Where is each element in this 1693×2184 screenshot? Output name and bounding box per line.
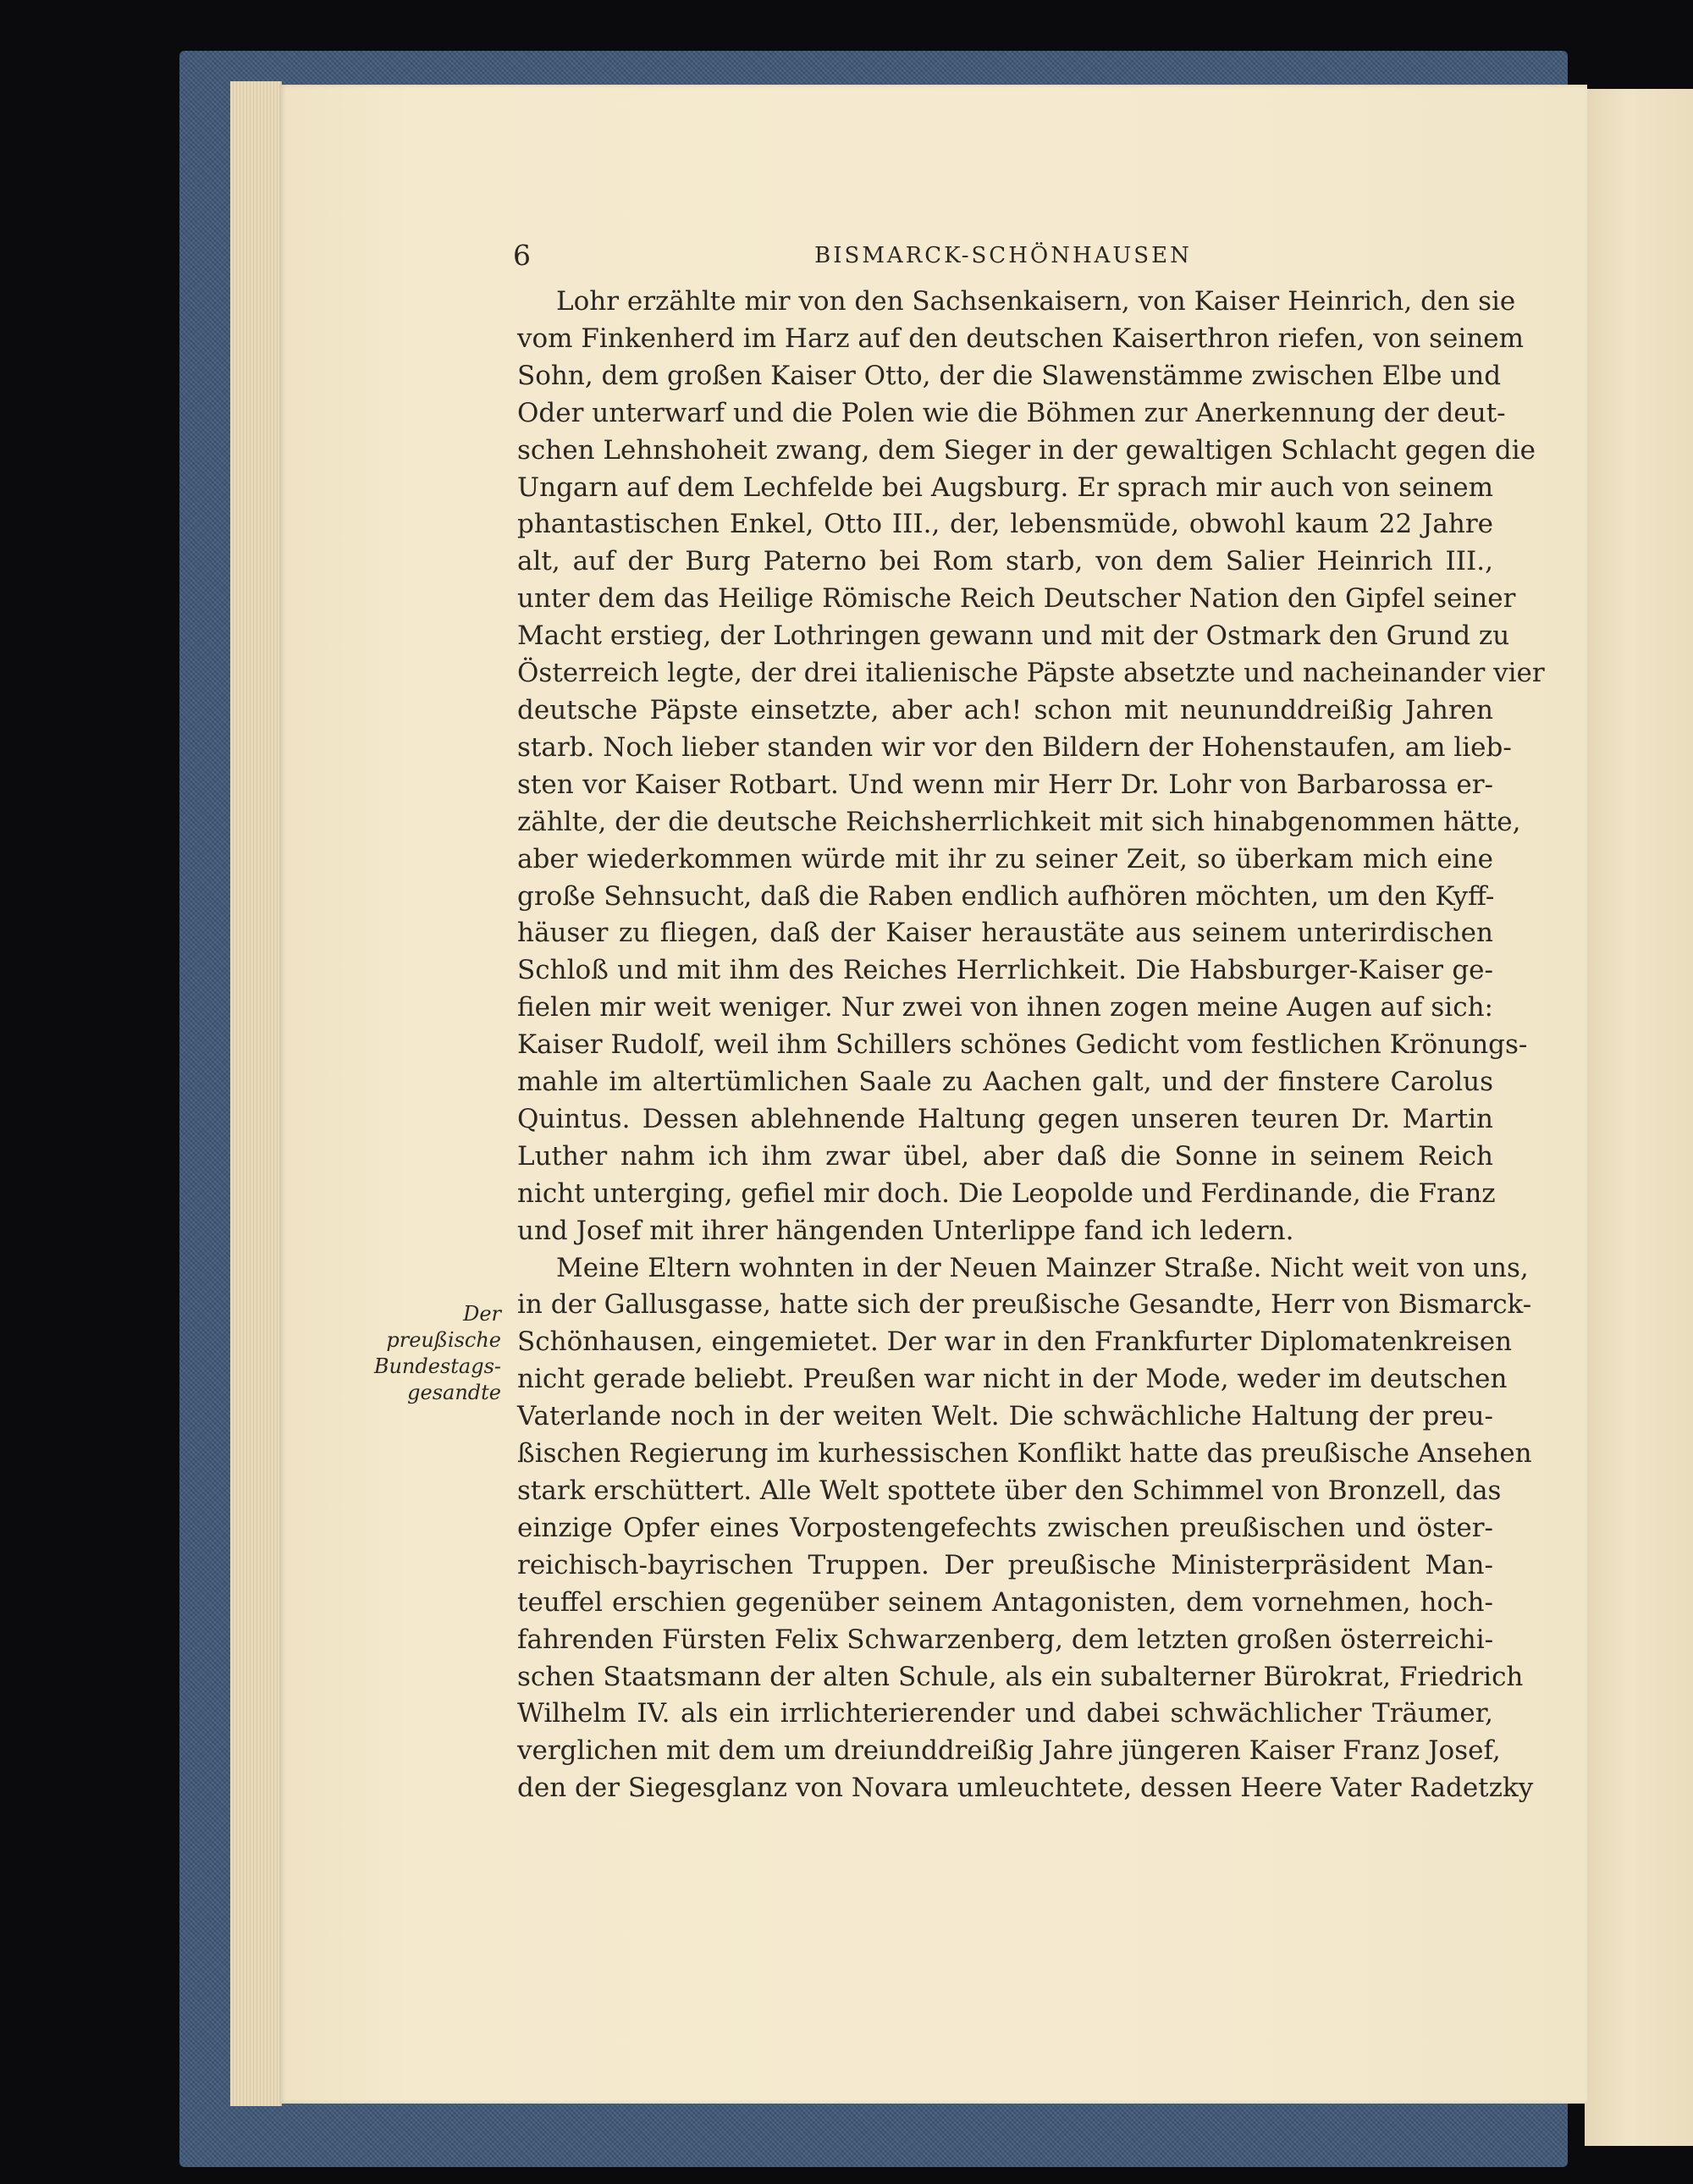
text-line: starb. Noch lieber standen wir vor den Bildern der Hohenstaufen, am lieb- [517, 731, 1512, 763]
margin-note-line: Bundestags- [373, 1354, 501, 1378]
text-line: Meine Eltern wohnten in der Neuen Mainzer Straße. Nicht weit von uns, [556, 1252, 1529, 1283]
margin-note-line: preußische [386, 1328, 501, 1352]
text-line: Schönhausen, eingemietet. Der war in den Frankfurter Diplomatenkreisen [517, 1326, 1513, 1358]
text-line: fahrenden Fürsten Felix Schwarzenberg, dem letzten großen österreichi- [517, 1624, 1494, 1655]
text-line: Wilhelm IV. als ein irrlichterierender und dabei schwächlicher Träumer, [517, 1698, 1493, 1729]
text-line: fielen mir weit weniger. Nur zwei von ihnen zogen meine Augen auf sich: [517, 992, 1493, 1023]
text-line: nicht gerade beliebt. Preußen war nicht in der Mode, weder im deutschen [517, 1364, 1508, 1395]
text-line: ßischen Regierung im kurhessischen Konflikt hatte das preußische Ansehen [517, 1438, 1532, 1470]
text-line: Lohr erzählte mir von den Sachsenkaisern, von Kaiser Heinrich, den sie [556, 286, 1516, 317]
margin-note [356, 1301, 501, 1406]
text-line: zählte, der die deutsche Reichsherrlichkeit mit sich hinabgenommen hätte, [517, 806, 1521, 837]
text-line: Quintus. Dessen ablehnende Haltung gegen unseren teuren Dr. Martin [517, 1103, 1493, 1134]
text-line: schen Lehnshoheit zwang, dem Sieger in der gewaltigen Schlacht gegen die [517, 434, 1536, 466]
text-line: schen Staatsmann der alten Schule, als ein subalterner Bürokrat, Friedrich [517, 1661, 1524, 1692]
text-line: mahle im altertümlichen Saale zu Aachen galt, und der finstere Carolus [517, 1067, 1493, 1098]
text-line: teuffel erschien gegenüber seinem Antagonisten, dem vornehmen, hoch- [517, 1586, 1493, 1618]
text-line: Ungarn auf dem Lechfelde bei Augsburg. Er sprach mir auch von seinem [517, 472, 1493, 503]
text-line: alt, auf der Burg Paterno bei Rom starb, von dem Salier Heinrich III., [517, 546, 1493, 577]
paragraph-1 [517, 284, 1545, 1250]
text-line: und Josef mit ihrer hängenden Unterlippe fand ich ledern. [517, 1215, 1294, 1246]
text-line: Kaiser Rudolf, weil ihm Schillers schönes Gedicht vom festlichen Krönungs- [517, 1029, 1528, 1061]
text-line: Oder unterwarf und die Polen wie die Böhmen zur Anerkennung der deut- [517, 397, 1506, 428]
text-line: häuser zu fliegen, daß der Kaiser heraustäte aus seinem unterirdischen [517, 918, 1493, 949]
text-line: phantastischen Enkel, Otto III., der, lebensmüde, obwohl kaum 22 Jahre [517, 509, 1493, 540]
text-line: vom Finkenherd im Harz auf den deutschen Kaiserthron riefen, von seinem [517, 323, 1525, 354]
text-line: in der Gallusgasse, hatte sich der preußische Gesandte, Herr von Bismarck- [517, 1289, 1532, 1321]
text-line: den der Siegesglanz von Novara umleuchtete, dessen Heere Vater Radetzky [517, 1773, 1534, 1804]
page-number: 6 [513, 239, 531, 272]
margin-note-line: gesandte [407, 1381, 501, 1404]
text-line: sten vor Kaiser Rotbart. Und wenn mir Herr Dr. Lohr von Barbarossa er- [517, 769, 1493, 800]
text-line: Sohn, dem großen Kaiser Otto, der die Slawenstämme zwischen Elbe und [517, 360, 1502, 391]
text-line: Macht erstieg, der Lothringen gewann und mit der Ostmark den Grund zu [517, 620, 1510, 652]
text-line: einzige Opfer eines Vorpostengefechts zwischen preußischen und öster- [517, 1512, 1493, 1543]
margin-note-line: Der [463, 1302, 501, 1326]
text-line: aber wiederkommen würde mit ihr zu seiner Zeit, so überkam mich eine [517, 843, 1493, 874]
body-text [517, 284, 1545, 1807]
text-line: Luther nahm ich ihm zwar übel, aber daß die Sonne in seinem Reich [517, 1140, 1493, 1172]
running-title: BISMARCK-SCHÖNHAUSEN [814, 243, 1192, 268]
text-line: nicht unterging, gefiel mir doch. Die Leopolde und Ferdinande, die Franz [517, 1177, 1496, 1209]
text-line: Schloß und mit ihm des Reiches Herrlichkeit. Die Habsburger-Kaiser ge- [517, 955, 1493, 986]
page-stack-edges [230, 81, 282, 2106]
text-line: reichisch-bayrischen Truppen. Der preußische Ministerpräsident Man- [517, 1549, 1493, 1580]
facing-page-edge [1585, 89, 1693, 2146]
paragraph-2 [517, 1250, 1534, 1808]
text-line: deutsche Päpste einsetzte, aber ach! schon mit neununddreißig Jahren [517, 694, 1493, 725]
text-line: Vaterlande noch in der weiten Welt. Die schwächliche Haltung der preu- [517, 1401, 1493, 1432]
text-line: unter dem das Heilige Römische Reich Deutscher Nation den Gipfel seiner [517, 583, 1516, 615]
running-head [513, 239, 1493, 273]
text-line: große Sehnsucht, daß die Raben endlich aufhören möchten, um den Kyff- [517, 880, 1495, 912]
text-line: stark erschüttert. Alle Welt spottete über den Schimmel von Bronzell, das [517, 1475, 1502, 1506]
text-line: verglichen mit dem um dreiunddreißig Jahre jüngeren Kaiser Franz Josef, [517, 1735, 1501, 1767]
text-line: Österreich legte, der drei italienische Päpste absetzte und nacheinander vier [517, 658, 1545, 689]
